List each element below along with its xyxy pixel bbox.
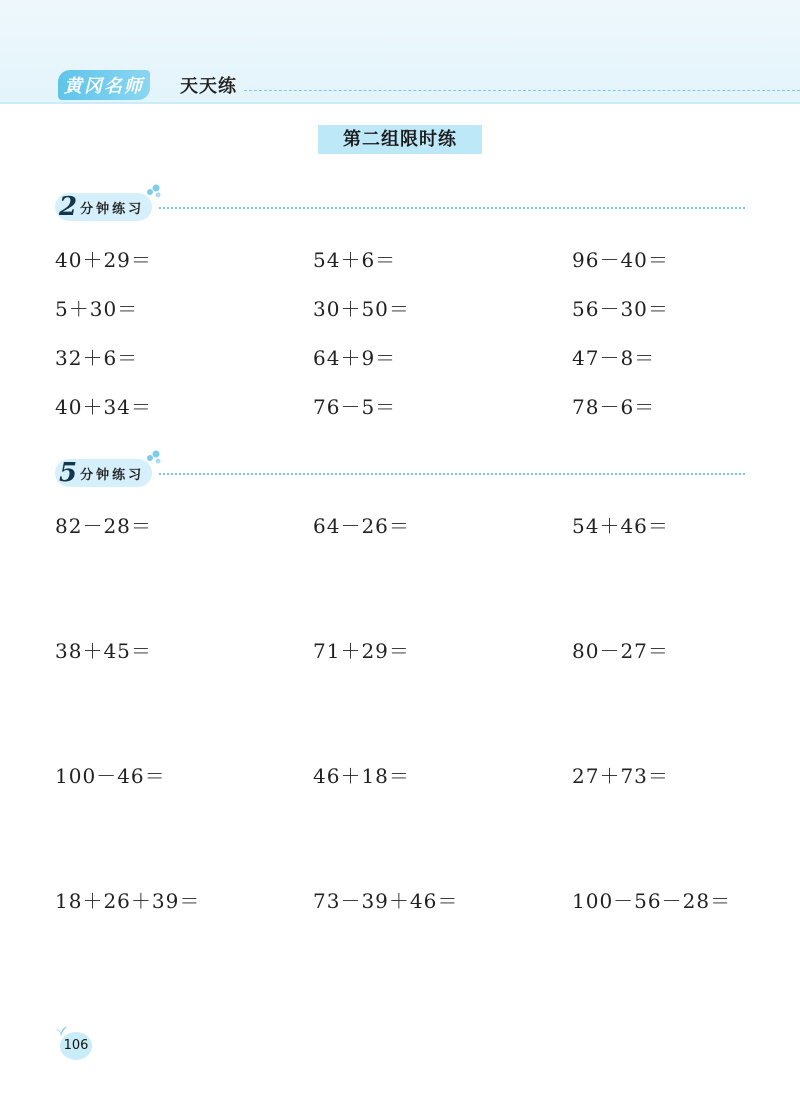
problem: 47－8＝	[572, 346, 656, 370]
problem: 56－30＝	[572, 297, 669, 321]
dotted-rule	[159, 473, 745, 475]
problem: 71＋29＝	[313, 639, 410, 663]
drill-badge	[55, 193, 152, 221]
drill-label: 分钟练习	[80, 201, 145, 217]
problem: 32＋6＝	[55, 346, 139, 370]
problem: 18＋26＋39＝	[55, 889, 201, 913]
drill-minutes: 2	[59, 192, 78, 222]
drill-label: 分钟练习	[80, 467, 145, 483]
problem: 27＋73＝	[572, 764, 669, 788]
drill-header-5min	[55, 459, 745, 489]
problem: 82－28＝	[55, 514, 152, 538]
problem: 30＋50＝	[313, 297, 410, 321]
problem: 64＋9＝	[313, 346, 397, 370]
problem: 38＋45＝	[55, 639, 152, 663]
header-divider	[0, 102, 800, 104]
problem: 64－26＝	[313, 514, 410, 538]
page-number-badge	[52, 1024, 96, 1064]
problem: 100－56－28＝	[572, 889, 732, 913]
problem: 54＋6＝	[313, 248, 397, 272]
problem: 40＋34＝	[55, 395, 152, 419]
brand-name: 天天练	[180, 76, 237, 97]
problem: 100－46＝	[55, 764, 166, 788]
problem: 78－6＝	[572, 395, 656, 419]
problem: 40＋29＝	[55, 248, 152, 272]
water-drop-icon	[145, 449, 163, 465]
drill-badge	[55, 459, 152, 487]
drill-header-2min	[55, 193, 745, 223]
problem: 80－27＝	[572, 639, 669, 663]
problem: 96－40＝	[572, 248, 669, 272]
dotted-rule	[159, 207, 745, 209]
page-number: 106	[60, 1032, 92, 1060]
header-dashed-line	[244, 90, 800, 91]
section-title: 第二组限时练	[318, 125, 482, 154]
drill-minutes: 5	[59, 458, 78, 488]
brand-logo: 黄冈名师	[58, 70, 150, 100]
problem: 46＋18＝	[313, 764, 410, 788]
water-drop-icon	[145, 183, 163, 199]
problem: 5＋30＝	[55, 297, 139, 321]
problem: 73－39＋46＝	[313, 889, 459, 913]
problem: 54＋46＝	[572, 514, 669, 538]
problem: 76－5＝	[313, 395, 397, 419]
page-header	[58, 70, 800, 102]
